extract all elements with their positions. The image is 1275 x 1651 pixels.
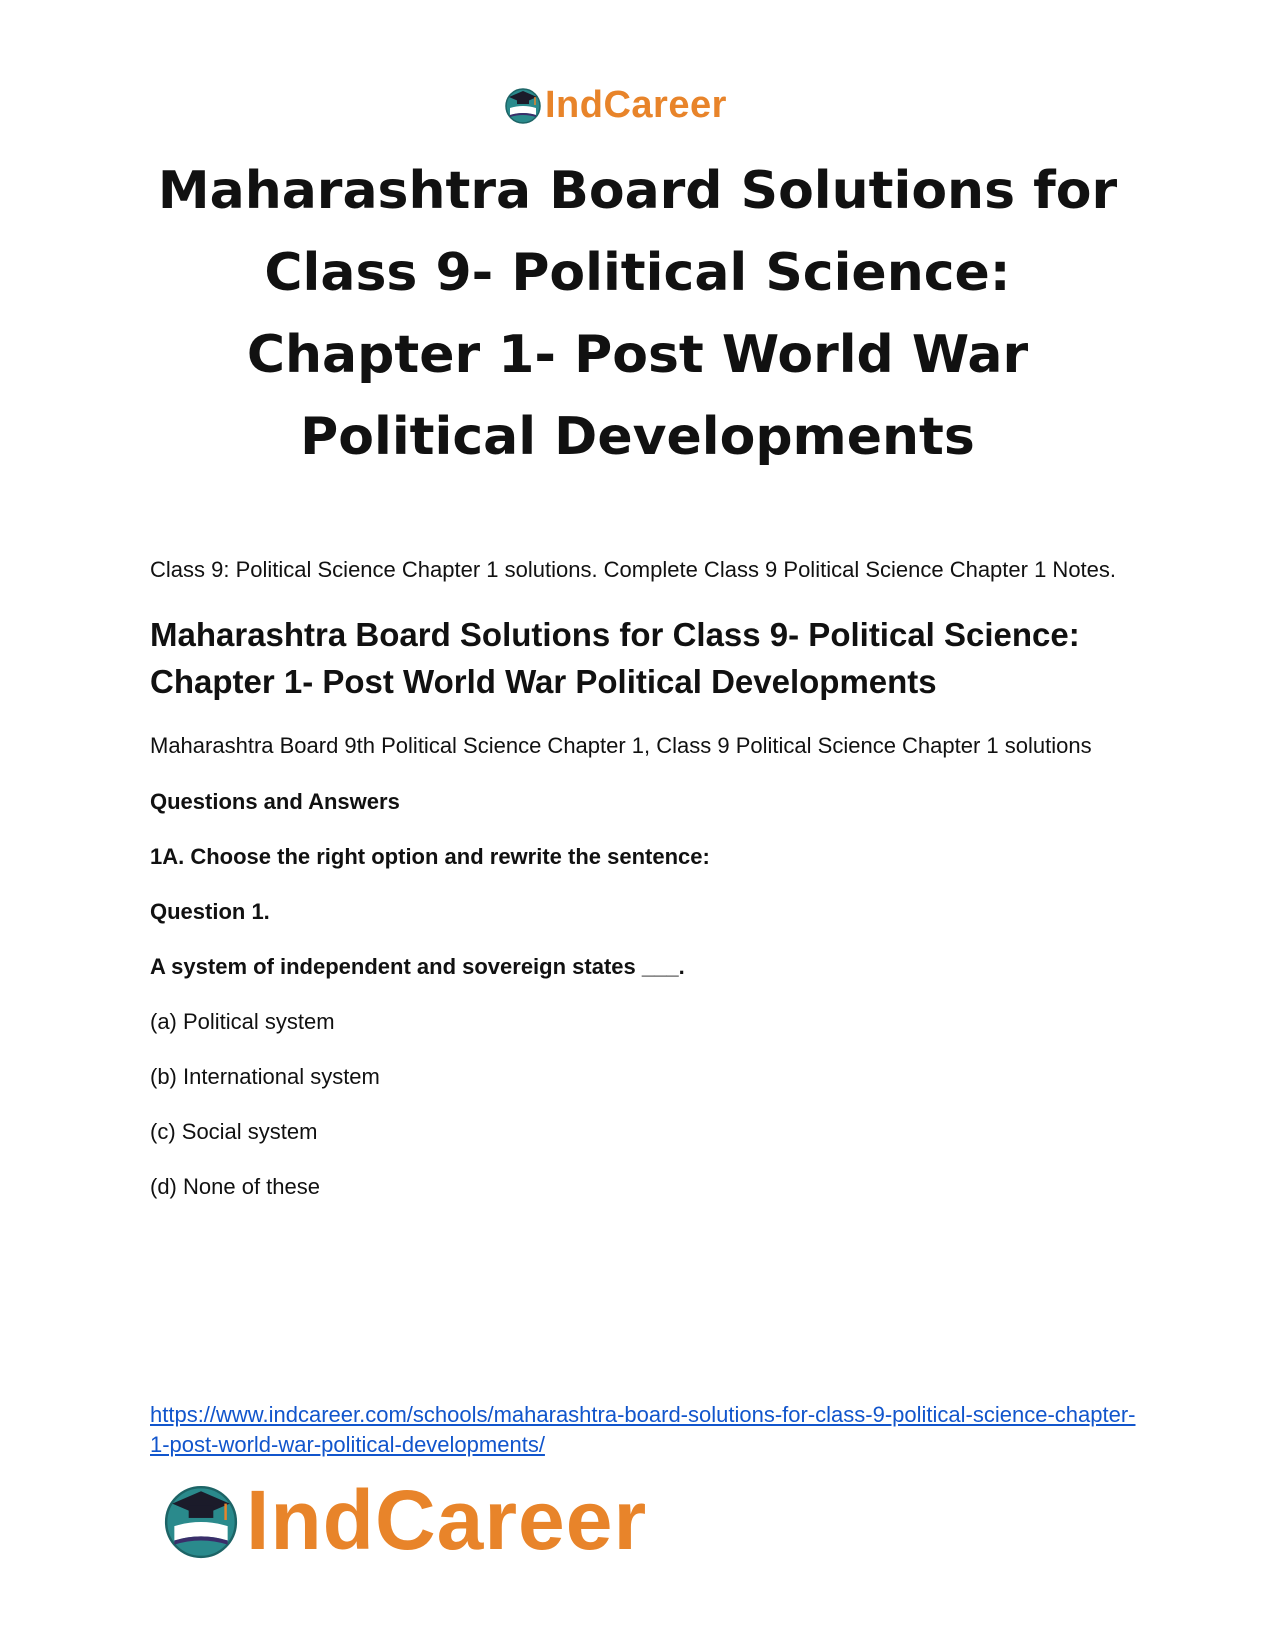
exercise-heading: 1A. Choose the right option and rewrite the sentence: xyxy=(150,844,710,869)
option-c: (c) Social system xyxy=(150,1119,318,1144)
sub-intro-paragraph: Maharashtra Board 9th Political Science Chapter 1, Class 9 Political Science Chapter 1 solutions xyxy=(150,733,1092,758)
footer-logo-text: IndCareer xyxy=(246,1473,648,1567)
graduation-cap-book-icon xyxy=(160,1479,242,1561)
header-logo-text: IndCareer xyxy=(545,84,727,126)
section-heading: Maharashtra Board Solutions for Class 9- Political Science: Chapter 1- Post World War Political Developments xyxy=(150,616,1080,700)
footer-logo xyxy=(160,1470,647,1570)
source-link[interactable]: https://www.indcareer.com/schools/maharashtra-board-solutions-for-class-9-political-science-chapter-1-post-world-war-political-developments/ xyxy=(150,1402,1136,1457)
page-title: Maharashtra Board Solutions for Class 9- Political Science: Chapter 1- Post World War Political Developments xyxy=(157,161,1118,467)
graduation-cap-book-icon xyxy=(503,85,543,125)
intro-paragraph: Class 9: Political Science Chapter 1 solutions. Complete Class 9 Political Science Chapter 1 Notes. xyxy=(150,557,1117,582)
header-logo xyxy=(503,80,727,130)
question-label: Question 1. xyxy=(150,899,270,924)
option-b: (b) International system xyxy=(150,1064,380,1089)
option-a: (a) Political system xyxy=(150,1009,335,1034)
qa-heading: Questions and Answers xyxy=(150,789,400,814)
question-text: A system of independent and sovereign states ___. xyxy=(150,954,685,979)
option-d: (d) None of these xyxy=(150,1174,320,1199)
document-body xyxy=(150,555,1130,1227)
